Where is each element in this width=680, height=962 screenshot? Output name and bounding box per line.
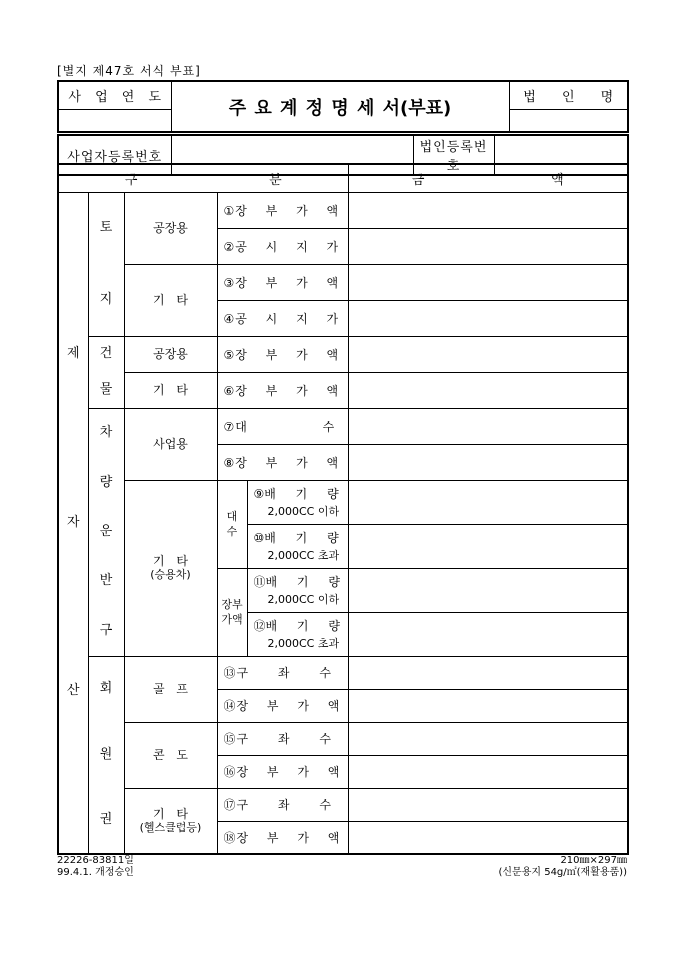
amount-cell[interactable]: [348, 788, 628, 821]
corp-reg-no-label: 법인등록번호: [413, 135, 494, 175]
type-land-other: 기 타: [124, 264, 217, 336]
amount-cell[interactable]: [348, 612, 628, 656]
revision-date: 99.4.1. 개정승인: [57, 867, 134, 878]
type-vehicle-other: 기 타 (승용차): [124, 480, 217, 656]
amount-cell[interactable]: [348, 480, 628, 524]
item-label-cell: ⑱장 부 가 액: [217, 821, 348, 854]
footer-paper-info: [498, 855, 627, 879]
group-building-cell: 건 물: [88, 336, 124, 408]
biz-reg-no-label: 사업자등록번호: [58, 135, 171, 175]
amount-cell[interactable]: [348, 408, 628, 444]
type-condo: 콘 도: [124, 722, 217, 788]
amount-cell[interactable]: [348, 755, 628, 788]
item-label-cell: ⑬구 좌 수: [217, 656, 348, 689]
type-membership-other: 기 타 (헬스클럽등): [124, 788, 217, 854]
amount-cell[interactable]: [348, 372, 628, 408]
item-label-cell: ③장 부 가 액: [217, 264, 348, 300]
category-assets-cell: 제 자 산: [58, 192, 88, 854]
corp-name-label: 법 인 명: [509, 81, 628, 109]
main-table: [57, 163, 629, 855]
item-label-cell: ④공 시 지 가: [217, 300, 348, 336]
col-header-category: 구 분: [58, 164, 348, 192]
item-label-cell: ⑧장 부 가 액: [217, 444, 348, 480]
amount-cell[interactable]: [348, 336, 628, 372]
page-title: 주 요 계 정 명 세 서(부표): [171, 81, 509, 132]
item-label-cell: ⑥장 부 가 액: [217, 372, 348, 408]
amount-cell[interactable]: [348, 444, 628, 480]
item-label-cell: ⑩배 기 량 2,000CC 초과: [247, 524, 348, 568]
group-vehicle-cell: 차 량 운 반 구: [88, 408, 124, 656]
footer-form-number: [57, 855, 134, 879]
paper-spec: (신문용지 54g/㎡(재활용품)): [498, 867, 627, 878]
business-year-label: 사 업 연 도: [58, 81, 171, 109]
item-label-cell: ②공 시 지 가: [217, 228, 348, 264]
amount-cell[interactable]: [348, 821, 628, 854]
paper-size: 210㎜×297㎜: [560, 855, 627, 866]
group-land-cell: 토 지: [88, 192, 124, 336]
amount-cell[interactable]: [348, 300, 628, 336]
group-membership-cell: 회 원 권: [88, 656, 124, 854]
type-vehicle-business: 사업용: [124, 408, 217, 480]
corp-name-field[interactable]: [509, 109, 628, 132]
item-label-cell: ⑭장 부 가 액: [217, 689, 348, 722]
item-label-cell: ⑪배 기 량 2,000CC 이하: [247, 568, 348, 612]
col-header-amount: 금 액: [348, 164, 628, 192]
amount-cell[interactable]: [348, 689, 628, 722]
form-label: [별지 제47호 서식 부표]: [57, 64, 201, 78]
header-table: [57, 80, 629, 133]
subheader-bookvalue-cell: 장부 가액: [217, 568, 247, 656]
amount-cell[interactable]: [348, 656, 628, 689]
item-label-cell: ⑦대 수: [217, 408, 348, 444]
item-label-cell: ⑮구 좌 수: [217, 722, 348, 755]
subheader-count-cell: 대 수: [217, 480, 247, 568]
amount-cell[interactable]: [348, 264, 628, 300]
type-golf: 골 프: [124, 656, 217, 722]
item-label-cell: ⑫배 기 량 2,000CC 초과: [247, 612, 348, 656]
amount-cell[interactable]: [348, 524, 628, 568]
amount-cell[interactable]: [348, 722, 628, 755]
item-label-cell: ⑰구 좌 수: [217, 788, 348, 821]
amount-cell[interactable]: [348, 568, 628, 612]
type-land-factory: 공장용: [124, 192, 217, 264]
item-label-cell: ⑤장 부 가 액: [217, 336, 348, 372]
item-label-cell: ⑯장 부 가 액: [217, 755, 348, 788]
amount-cell[interactable]: [348, 192, 628, 228]
type-building-other: 기 타: [124, 372, 217, 408]
item-label-cell: ①장 부 가 액: [217, 192, 348, 228]
amount-cell[interactable]: [348, 228, 628, 264]
business-year-field[interactable]: [58, 109, 171, 132]
form-number: 22226-83811일: [57, 855, 134, 866]
item-label-cell: ⑨배 기 량 2,000CC 이하: [247, 480, 348, 524]
type-building-factory: 공장용: [124, 336, 217, 372]
